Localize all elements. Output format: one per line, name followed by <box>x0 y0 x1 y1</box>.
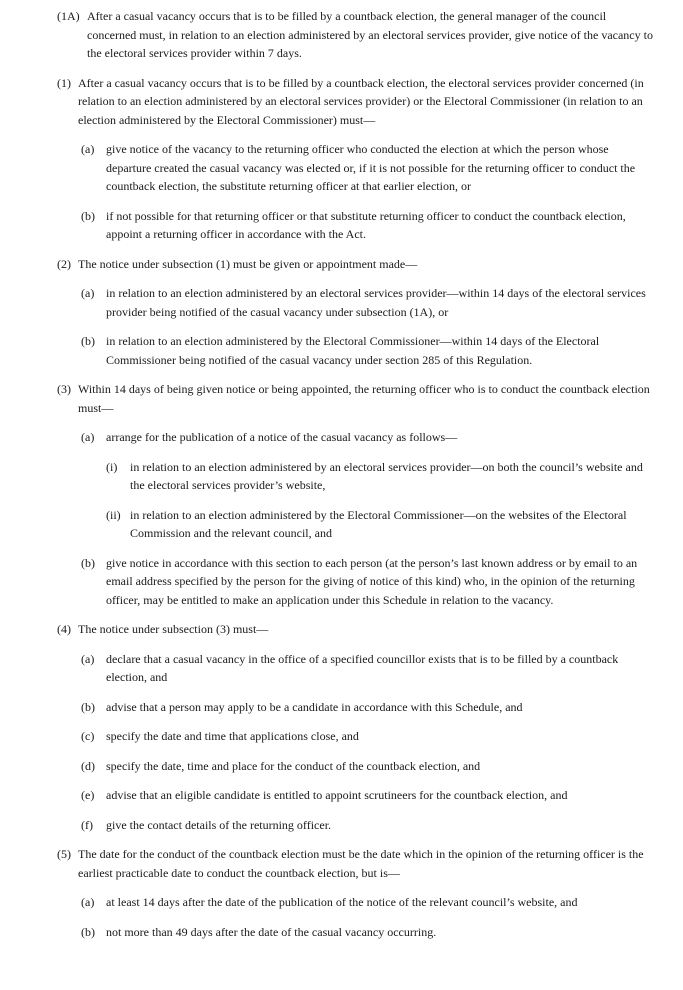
subsection-number: (1) <box>57 75 71 90</box>
paragraph-5b <box>0 923 683 942</box>
paragraph-text: advise that an eligible candidate is entitled to appoint scrutineers for the countback election, and <box>106 788 568 802</box>
subsection-text: Within 14 days of being given notice or being appointed, the returning officer who is to conduct the countback election must— <box>78 382 650 415</box>
subsection-2 <box>0 255 683 274</box>
subparagraph-3a-ii <box>0 506 683 543</box>
paragraph-number: (b) <box>81 699 95 714</box>
paragraph-text: specify the date and time that applications close, and <box>106 729 359 743</box>
paragraph-number: (d) <box>81 758 95 773</box>
paragraph-text: give the contact details of the returning officer. <box>106 817 332 832</box>
paragraph-number: (a) <box>81 142 95 156</box>
paragraph-number: (b) <box>81 334 95 348</box>
paragraph-number: (a) <box>81 430 95 444</box>
paragraph-4d <box>0 757 683 776</box>
paragraph-text: advise that a person may apply to be a candidate in accordance with this Schedule, and <box>106 699 523 714</box>
subsection-number: (4) <box>57 622 71 636</box>
paragraph-1a <box>0 140 683 196</box>
subsection-1 <box>0 74 683 130</box>
paragraph-number: (b) <box>81 208 95 223</box>
paragraph-2b <box>0 332 683 369</box>
paragraph-1b <box>0 207 683 244</box>
subsection-number: (5) <box>57 847 71 861</box>
paragraph-number: (a) <box>81 895 95 909</box>
subsection-3 <box>0 380 683 417</box>
paragraph-number: (c) <box>81 729 95 743</box>
paragraph-text: in relation to an election administered by an electoral services provider—within 14 days of the electoral services provider being notified of the casual vacancy under subsection (1A), or <box>106 286 646 319</box>
paragraph-text: in relation to an election administered by the Electoral Commissioner—within 14 days of the Electoral Commissioner being notified of the casual vacancy under section 285 of this Regulation. <box>106 334 600 367</box>
paragraph-text: give notice in accordance with this section to each person (at the person’s last known address or by email to an email address specified by the person for the giving of notice of this kind) who, in the opinion of the returning officer, may be entitled to make an application under this Schedule in relation to the vacancy. <box>106 555 638 607</box>
paragraph-text: declare that a casual vacancy in the office of a specified councillor exists that is to be filled by a countback election, and <box>106 651 619 684</box>
paragraph-3a <box>0 428 683 447</box>
paragraph-text: specify the date, time and place for the conduct of the countback election, and <box>106 758 481 773</box>
subparagraph-text: in relation to an election administered by the Electoral Commissioner—on the websites of the Electoral Commission and the relevant council, and <box>130 507 627 540</box>
subparagraph-text: in relation to an election administered by an electoral services provider—on both the council’s website and the electoral services provider’s website, <box>130 459 643 492</box>
subparagraph-number: (ii) <box>106 507 121 522</box>
paragraph-4e <box>0 786 683 805</box>
subparagraph-3a-i <box>0 458 683 495</box>
paragraph-4b <box>0 698 683 717</box>
subsection-text: The notice under subsection (3) must— <box>78 622 269 636</box>
subsection-1A <box>0 7 683 63</box>
paragraph-3b <box>0 554 683 610</box>
paragraph-4f <box>0 816 683 835</box>
paragraph-number: (e) <box>81 788 95 802</box>
paragraph-5a <box>0 893 683 912</box>
paragraph-number: (b) <box>81 924 95 939</box>
subsection-number: (1A) <box>57 9 80 23</box>
paragraph-2a <box>0 284 683 321</box>
subsection-5 <box>0 845 683 882</box>
paragraph-text: if not possible for that returning officer or that substitute returning officer to conduct the countback election, appoint a returning officer in accordance with the Act. <box>106 208 626 241</box>
paragraph-text: arrange for the publication of a notice of the casual vacancy as follows— <box>106 430 458 444</box>
paragraph-text: not more than 49 days after the date of the casual vacancy occurring. <box>106 924 437 939</box>
paragraph-4c <box>0 727 683 746</box>
paragraph-number: (f) <box>81 817 93 832</box>
document-body <box>0 7 683 952</box>
subsection-number: (3) <box>57 382 71 396</box>
subsection-text: After a casual vacancy occurs that is to be filled by a countback election, the electoral services provider concerned (in relation to an election administered by an electoral services provider) or the Electoral Commissioner (in relation to an election administered by the Electoral Commissioner) must— <box>78 75 644 127</box>
subsection-4 <box>0 620 683 639</box>
paragraph-text: give notice of the vacancy to the returning officer who conducted the election at which the person whose departure created the casual vacancy was elected or, if it is not possible for the returning officer to conduct the countback election, the substitute returning officer at that earlier election, or <box>106 142 636 193</box>
subsection-text: The date for the conduct of the countback election must be the date which in the opinion of the returning officer is the earliest practicable date to conduct the countback election, but is— <box>78 847 644 880</box>
subparagraph-number: (i) <box>106 459 118 474</box>
paragraph-4a <box>0 650 683 687</box>
paragraph-number: (a) <box>81 651 95 666</box>
subsection-text: The notice under subsection (1) must be given or appointment made— <box>78 256 418 271</box>
paragraph-number: (b) <box>81 555 95 570</box>
paragraph-number: (a) <box>81 286 95 300</box>
subsection-text: After a casual vacancy occurs that is to be filled by a countback election, the general manager of the council concerned must, in relation to an election administered by an electoral services provider, give notice of the vacancy to the electoral services provider within 7 days. <box>87 9 653 60</box>
subsection-number: (2) <box>57 256 71 271</box>
paragraph-text: at least 14 days after the date of the publication of the notice of the relevant council’s website, and <box>106 895 578 909</box>
